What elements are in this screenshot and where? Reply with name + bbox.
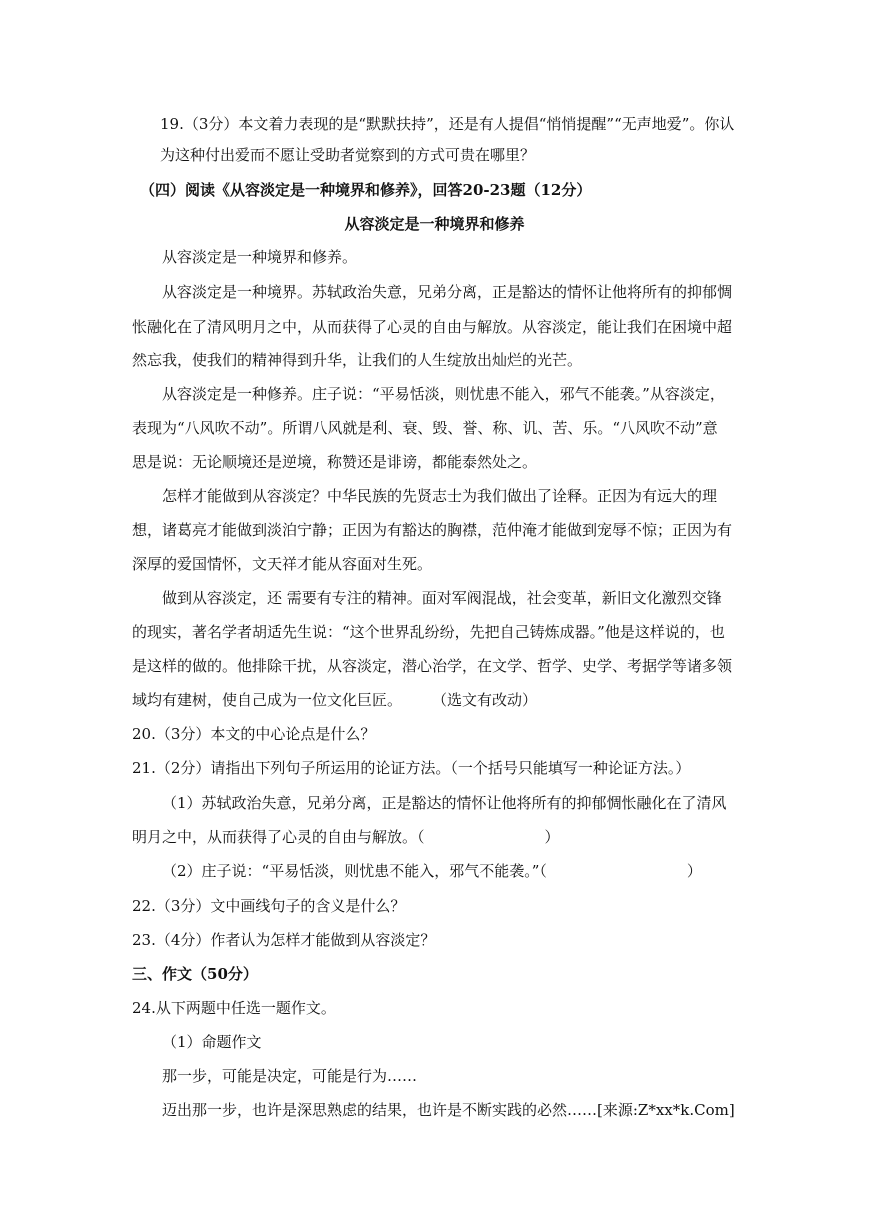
article-p3-line-2: 表现为“八风吹不动”。所谓八风就是利、衰、毁、誉、称、讥、苦、乐。“八风吹不动”意 — [132, 419, 718, 437]
question-22: 22.（3分）文中画线句子的含义是什么？ — [132, 897, 406, 915]
composition-item-1: （1）命题作文 — [162, 1033, 262, 1051]
question-21-1-text: 明月之中，从而获得了心灵的自由与解放。（ — [132, 828, 425, 846]
question-24: 24.从下两题中任选一题作文。 — [132, 999, 336, 1017]
article-p5-line-1: 做到从容淡定，还 需要有专注的精神。面对军阀混战，社会变革，新旧文化激烈交锋 — [162, 589, 722, 607]
article-p2-line-3: 然忘我，使我们的精神得到升华，让我们的人生绽放出灿烂的光芒。 — [132, 351, 583, 369]
article-p4-line-3: 深厚的爱国情怀，文天祥才能从容面对生死。 — [132, 555, 433, 573]
question-21-1-line-2 — [132, 827, 560, 847]
source-note: （选文有改动） — [432, 691, 538, 709]
section-4-heading: （四）阅读《从容淡定是一种境界和修养》，回答20-23题（12分） — [140, 181, 592, 199]
article-p4-line-1: 怎样才能做到从容淡定？中华民族的先贤志士为我们做出了诠释。正因为有远大的理 — [162, 487, 718, 505]
article-paragraph-1: 从容淡定是一种境界和修养。 — [162, 248, 358, 266]
article-p3-line-1: 从容淡定是一种修养。庄子说：“平易恬淡，则忧患不能入，邪气不能袭。”从容淡定， — [162, 385, 725, 403]
question-21-1-line-1: （1）苏轼政治失意，兄弟分离，正是豁达的情怀让他将所有的抑郁惆怅融化在了清风 — [162, 794, 727, 812]
article-p5-line-2: 的现实，著名学者胡适先生说：“这个世界乱纷纷，先把自己铸炼成器。”他是这样说的，也 — [132, 623, 725, 641]
question-20: 20.（3分）本文的中心论点是什么？ — [132, 725, 376, 743]
question-21-2-text: （2）庄子说：“平易恬淡，则忧患不能入，邪气不能袭。”（ — [162, 862, 547, 880]
composition-prompt-line-2: 迈出那一步，也许是深思熟虑的结果，也许是不断实践的必然……[来源:Z*xx*k.Com] — [162, 1101, 735, 1119]
article-title: 从容淡定是一种境界和修养 — [344, 215, 525, 233]
question-21-1-close: ） — [544, 828, 560, 846]
composition-prompt-line-1: 那一步，可能是决定，可能是行为…… — [162, 1067, 418, 1085]
article-p2-line-1: 从容淡定是一种境界。苏轼政治失意，兄弟分离，正是豁达的情怀让他将所有的抑郁惆 — [162, 283, 733, 301]
q19-line-2: 为这种付出爱而不愿让受助者觉察到的方式可贵在哪里？ — [160, 146, 536, 164]
q19-line-1: 19.（3分）本文着力表现的是“默默扶持”，还是有人提倡“悄悄提醒”“无声地爱”。你认 — [160, 115, 735, 133]
question-21: 21.（2分）请指出下列句子所运用的论证方法。（一个括号只能填写一种论证方法。） — [132, 759, 691, 777]
article-p5-line-4 — [132, 690, 537, 710]
article-p3-line-3: 思是说：无论顺境还是逆境，称赞还是诽谤，都能泰然处之。 — [132, 453, 538, 471]
article-p2-line-2: 怅融化在了清风明月之中，从而获得了心灵的自由与解放。从容淡定，能让我们在困境中超 — [132, 318, 733, 336]
section-3-heading: 三、作文（50分） — [132, 965, 258, 983]
article-p4-line-2: 想，诸葛亮才能做到淡泊宁静；正因为有豁达的胸襟，范仲淹才能做到宠辱不惊；正因为有 — [132, 521, 733, 539]
article-p5-line-4-text: 域均有建树，使自己成为一位文化巨匠。 — [132, 691, 403, 709]
question-21-2-close: ） — [686, 862, 702, 880]
article-p5-line-3: 是这样的做的。他排除干扰，从容淡定，潜心治学，在文学、哲学、史学、考据学等诸多领 — [132, 657, 733, 675]
question-23: 23.（4分）作者认为怎样才能做到从容淡定？ — [132, 931, 436, 949]
question-21-2 — [162, 861, 702, 881]
